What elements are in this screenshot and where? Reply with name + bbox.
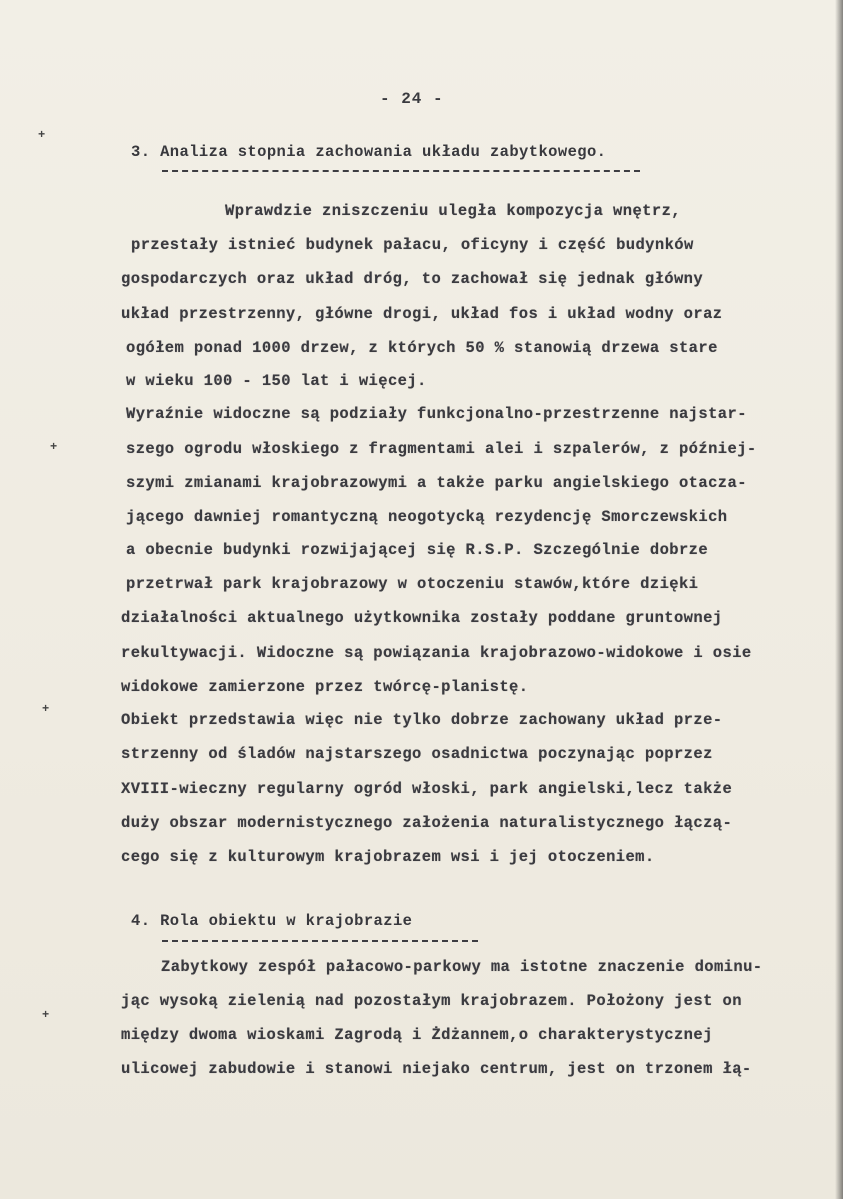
punch-mark: + (42, 1008, 50, 1022)
text-line: duży obszar modernistycznego założenia naturalistycznego łączą- (121, 814, 733, 832)
text-line: jąc wysoką zielenią nad pozostałym krajobrazem. Położony jest on (121, 992, 742, 1010)
text-line: szymi zmianami krajobrazowymi a także parku angielskiego otacza- (126, 474, 747, 492)
text-line: Zabytkowy zespół pałacowo-parkowy ma istotne znaczenie dominu- (161, 958, 763, 976)
text-line: w wieku 100 - 150 lat i więcej. (126, 372, 427, 390)
page-number: - 24 - (380, 90, 444, 108)
page-edge-shadow (835, 0, 843, 1199)
text-line: ogółem ponad 1000 drzew, z których 50 % stanowią drzewa stare (126, 339, 718, 357)
text-line: a obecnie budynki rozwijającej się R.S.P. Szczególnie dobrze (126, 541, 709, 559)
punch-mark: + (42, 702, 50, 716)
text-line: cego się z kulturowym krajobrazem wsi i jej otoczeniem. (121, 848, 655, 866)
punch-mark: + (50, 440, 58, 454)
section-3-heading-underline (162, 170, 640, 172)
text-line: działalności aktualnego użytkownika zostały poddane gruntownej (121, 609, 723, 627)
text-line: Obiekt przedstawia więc nie tylko dobrze zachowany układ prze- (121, 711, 723, 729)
section-3-heading: 3. Analiza stopnia zachowania układu zabytkowego. (131, 143, 607, 161)
text-line: Wprawdzie zniszczeniu uległa kompozycja wnętrz, (225, 202, 681, 220)
punch-mark: + (38, 128, 46, 142)
text-line: ulicowej zabudowie i stanowi niejako centrum, jest on trzonem łą- (121, 1060, 752, 1078)
text-line: jącego dawniej romantyczną neogotycką rezydencję Smorczewskich (126, 508, 728, 526)
text-line: strzenny od śladów najstarszego osadnictwa poczynając poprzez (121, 745, 713, 763)
text-line: gospodarczych oraz układ dróg, to zachował się jednak główny (121, 270, 704, 288)
text-line: XVIII-wieczny regularny ogród włoski, park angielski,lecz także (121, 780, 733, 798)
text-line: widokowe zamierzone przez twórcę-planistę. (121, 678, 529, 696)
text-line: Wyraźnie widoczne są podziały funkcjonalno-przestrzenne najstar- (126, 405, 747, 423)
section-4-heading: 4. Rola obiektu w krajobrazie (131, 912, 413, 930)
text-line: rekultywacji. Widoczne są powiązania krajobrazowo-widokowe i osie (121, 644, 752, 662)
text-line: przestały istnieć budynek pałacu, oficyny i część budynków (131, 236, 694, 254)
text-line: przetrwał park krajobrazowy w otoczeniu stawów,które dzięki (126, 575, 699, 593)
text-line: szego ogrodu włoskiego z fragmentami alei i szpalerów, z później- (126, 440, 757, 458)
text-line: między dwoma wioskami Zagrodą i Żdżannem,o charakterystycznej (121, 1026, 713, 1044)
text-line: układ przestrzenny, główne drogi, układ fos i układ wodny oraz (121, 305, 723, 323)
section-4-heading-underline (162, 940, 478, 942)
